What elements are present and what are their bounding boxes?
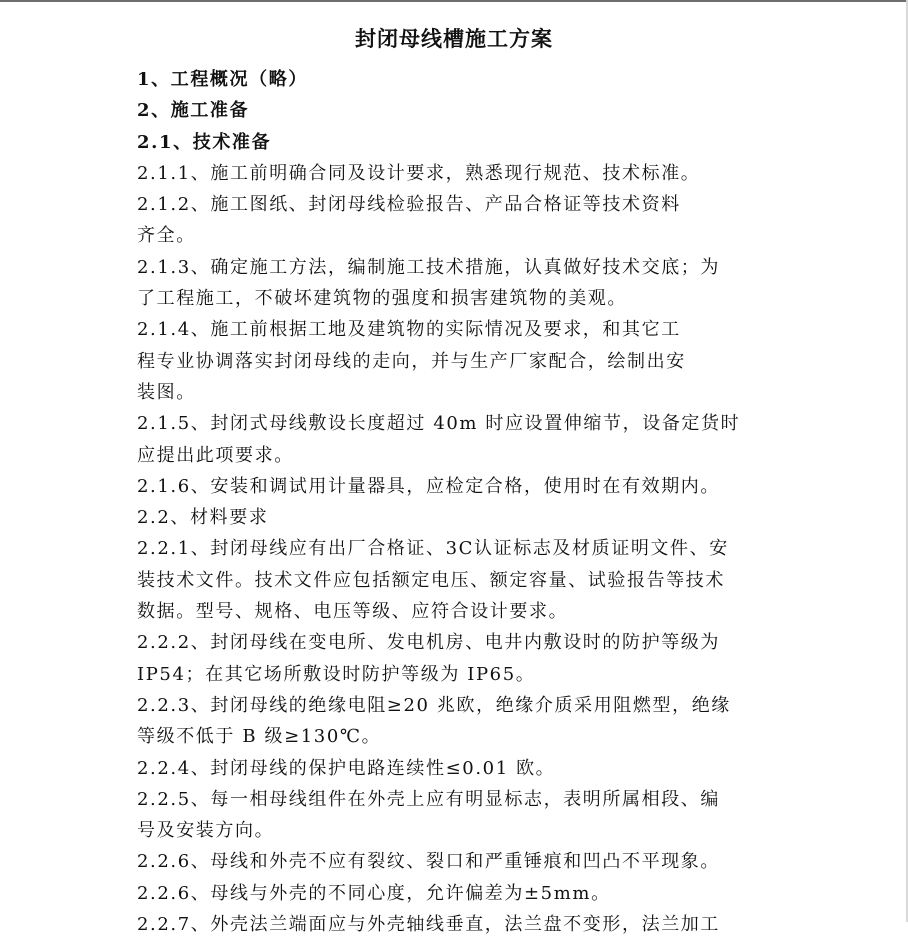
- document-page: [0, 2, 908, 936]
- text-line: 2.2.6、母线与外壳的不同心度，允许偏差为±5mm。: [137, 882, 611, 904]
- text-line: 齐全。: [137, 225, 196, 247]
- text-line: IP54；在其它场所敷设时防护等级为 IP65。: [137, 663, 536, 685]
- text-line: 2.1.3、确定施工方法，编制施工技术措施，认真做好技术交底；为: [137, 256, 720, 278]
- document-body: [137, 64, 777, 940]
- text-line: 2.2.6、母线和外壳不应有裂纹、裂口和严重锤痕和凹凸不平现象。: [137, 851, 720, 873]
- section-heading: 1、工程概况（略）: [137, 69, 308, 90]
- text-line: 了工程施工，不破坏建筑物的强度和损害建筑物的美观。: [137, 288, 627, 310]
- text-line: 数据。型号、规格、电压等级、应符合设计要求。: [137, 601, 569, 623]
- text-line: 2.2.7、外壳法兰端面应与外壳轴线垂直，法兰盘不变形，法兰加工: [137, 914, 720, 936]
- text-line: 应提出此项要求。: [137, 444, 294, 466]
- text-line: 装图。: [137, 381, 196, 403]
- section-heading: 2、施工准备: [137, 100, 250, 122]
- section-heading: 2.1、技术准备: [137, 131, 272, 153]
- text-line: 2.2.3、封闭母线的绝缘电阻≥20 兆欧，绝缘介质采用阻燃型，绝缘: [137, 694, 731, 716]
- text-line: 2.1.4、施工前根据工地及建筑物的实际情况及要求，和其它工: [137, 319, 681, 341]
- text-line: 2.1.6、安装和调试用计量器具，应检定合格，使用时在有效期内。: [137, 475, 720, 497]
- text-line: 程专业协调落实封闭母线的走向，并与生产厂家配合，绘制出安: [137, 350, 686, 372]
- text-line: 2.1.2、施工图纸、封闭母线检验报告、产品合格证等技术资料: [137, 194, 681, 216]
- document-title: 封闭母线槽施工方案: [355, 26, 553, 51]
- text-line: 2.2.2、封闭母线在变电所、发电机房、电井内敷设时的防护等级为: [137, 632, 720, 654]
- text-line: 号及安装方向。: [137, 820, 275, 842]
- text-line: 2.1.1、施工前明确合同及设计要求，熟悉现行规范、技术标准。: [137, 162, 701, 184]
- text-line: 2.2.5、每一相母线组件在外壳上应有明显标志，表明所属相段、编: [137, 788, 720, 810]
- text-line: 2.2、材料要求: [137, 507, 269, 529]
- text-line: 装技术文件。技术文件应包括额定电压、额定容量、试验报告等技术: [137, 569, 725, 591]
- text-line: 2.2.1、封闭母线应有出厂合格证、3C认证标志及材质证明文件、安: [137, 538, 729, 560]
- text-line: 2.2.4、封闭母线的保护电路连续性≤0.01 欧。: [137, 757, 556, 779]
- text-line: 2.1.5、封闭式母线敷设长度超过 40m 时应设置伸缩节，设备定货时: [137, 413, 741, 435]
- text-line: 等级不低于 B 级≥130℃。: [137, 726, 382, 748]
